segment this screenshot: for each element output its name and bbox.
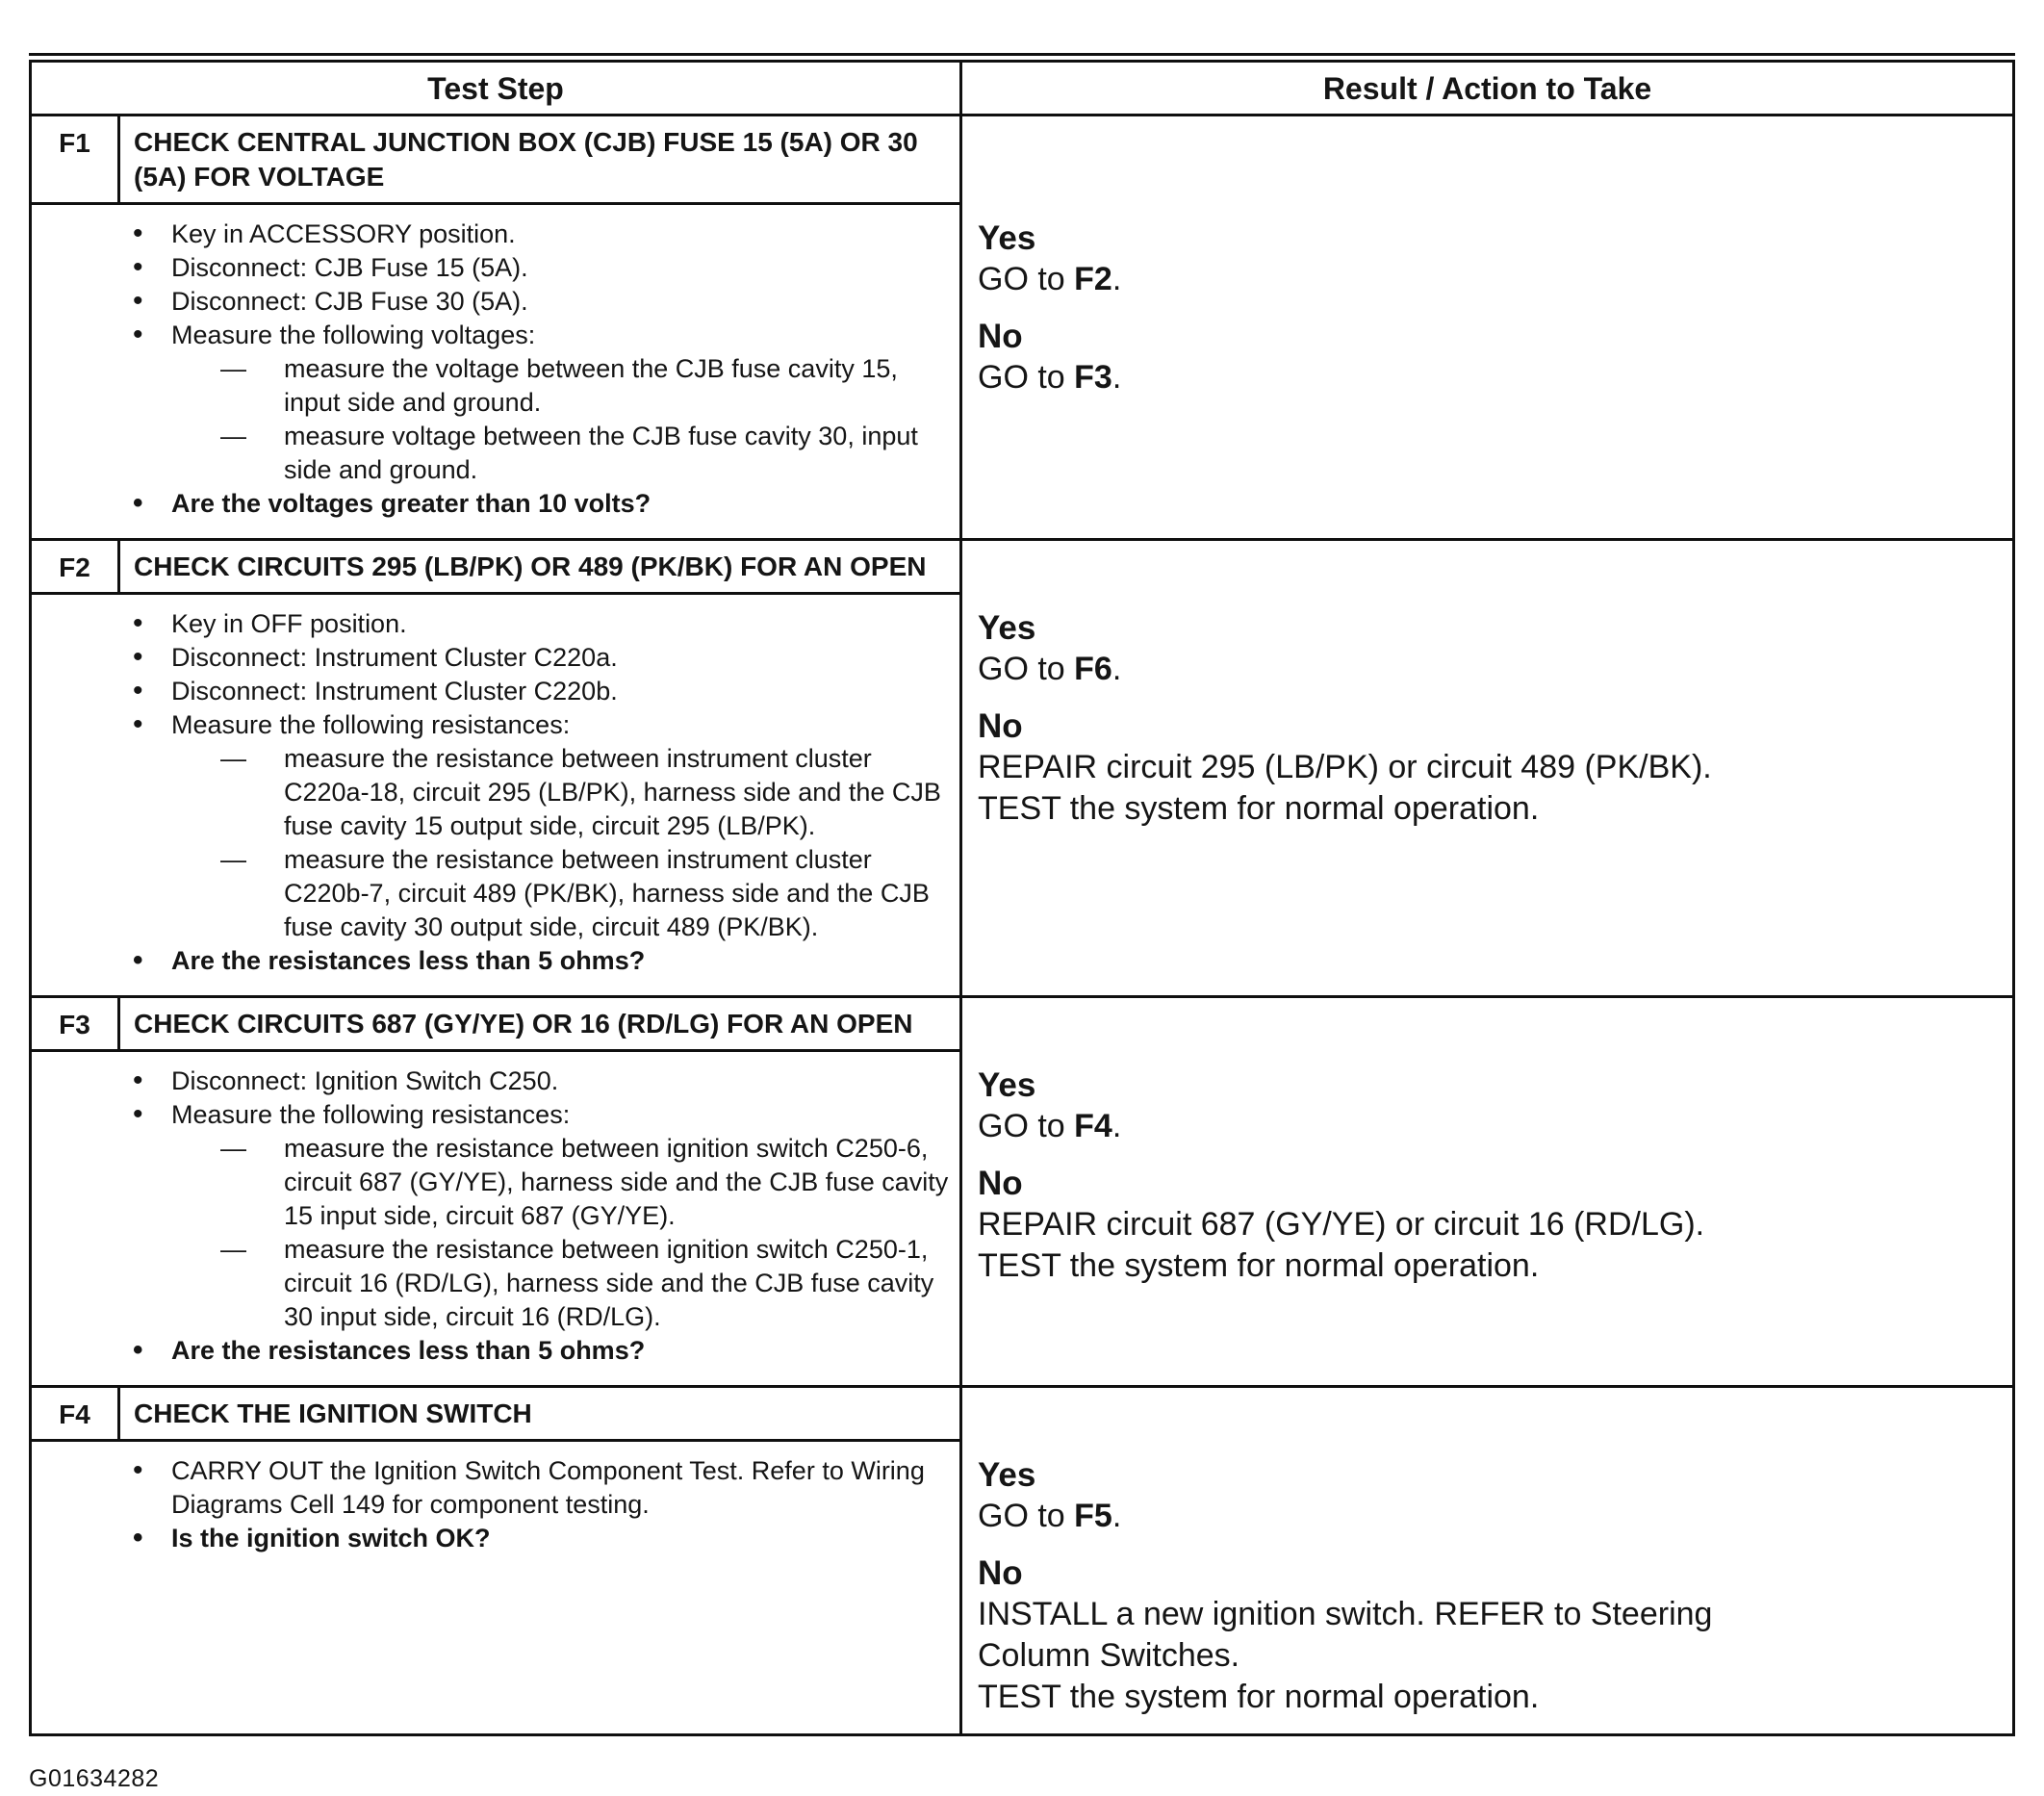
action-text: .	[1111, 261, 1122, 297]
instruction-sub-bullet: — measure the resistance between ignition switch C250-1, circuit 16 (RD/LG), harness side and the CJB fuse cavity 30 input side, circuit 16 (RD/LG).	[32, 1233, 950, 1334]
result-yes-action	[978, 1496, 1738, 1537]
step-title-row	[32, 116, 962, 205]
action-text: GO to	[978, 261, 1075, 297]
action-target-step: F4	[1074, 1108, 1112, 1144]
test-step-f2	[32, 538, 2012, 995]
step-id: F4	[32, 1388, 120, 1439]
step-question: • Are the resistances less than 5 ohms?	[32, 1334, 950, 1368]
instruction-sub-bullet: — measure the voltage between the CJB fuse cavity 15, input side and ground.	[32, 352, 950, 420]
result-yes-action	[978, 1106, 1738, 1147]
instruction-bullet: • Disconnect: Instrument Cluster C220b.	[32, 675, 950, 708]
step-question: • Is the ignition switch OK?	[32, 1522, 950, 1555]
figure-id: G01634282	[29, 1765, 160, 1792]
result-yes-label: Yes	[978, 1066, 1036, 1104]
instruction-bullet: • Key in ACCESSORY position.	[32, 218, 950, 251]
instruction-bullet: • Disconnect: CJB Fuse 15 (5A).	[32, 251, 950, 285]
test-step-f4	[32, 1385, 2012, 1733]
result-no-action	[978, 357, 1738, 398]
action-text: .	[1111, 651, 1122, 687]
result-no-action: INSTALL a new ignition switch. REFER to Steering Column Switches.	[978, 1596, 1713, 1674]
instruction-bullet: • Measure the following resistances:	[32, 708, 950, 742]
step-title-row	[32, 998, 962, 1052]
result-no-label: No	[978, 707, 1023, 745]
action-text: GO to	[978, 1498, 1075, 1534]
instruction-bullet: • CARRY OUT the Ignition Switch Component Test. Refer to Wiring Diagrams Cell 149 for component testing.	[32, 1454, 950, 1522]
instruction-bullet: • Disconnect: CJB Fuse 30 (5A).	[32, 285, 950, 319]
result-yes-action	[978, 259, 1738, 300]
result-spacer	[978, 690, 1983, 706]
result-action-column-header: Result / Action to Take	[1322, 71, 1652, 106]
test-step-f1	[32, 114, 2012, 538]
result-yes-label: Yes	[978, 1456, 1036, 1494]
test-step-column-header: Test Step	[32, 63, 962, 114]
result-no-action: REPAIR circuit 687 (GY/YE) or circuit 16 (RD/LG). TEST the system for normal operation.	[978, 1206, 1705, 1284]
result-yes-label: Yes	[978, 219, 1036, 257]
instruction-sub-bullet: — measure voltage between the CJB fuse cavity 30, input side and ground.	[32, 420, 950, 487]
result-spacer	[978, 300, 1983, 316]
instruction-bullet: • Measure the following voltages:	[32, 319, 950, 352]
step-title: CHECK CENTRAL JUNCTION BOX (CJB) FUSE 15 (5A) OR 30 (5A) FOR VOLTAGE	[134, 127, 918, 192]
result-yes-action	[978, 649, 1738, 690]
action-text: .	[1111, 359, 1122, 396]
pinpoint-test-table	[29, 60, 2015, 1736]
step-instructions	[32, 595, 962, 995]
table-header-row	[32, 63, 2012, 114]
result-no-label: No	[978, 318, 1023, 355]
instruction-bullet: • Key in OFF position.	[32, 607, 950, 641]
instruction-sub-bullet: — measure the resistance between instrument cluster C220a-18, circuit 295 (LB/PK), harness side and the CJB fuse cavity 15 output side, circuit 295 (LB/PK).	[32, 742, 950, 843]
step-id: F3	[32, 998, 120, 1049]
step-title: CHECK CIRCUITS 295 (LB/PK) OR 489 (PK/BK) FOR AN OPEN	[134, 552, 927, 581]
action-text: GO to	[978, 651, 1075, 687]
step-result-cell	[962, 1052, 2012, 1385]
step-result-cell	[962, 205, 2012, 538]
action-text: .	[1111, 1108, 1122, 1144]
step-title-row	[32, 1388, 962, 1442]
step-question: • Are the resistances less than 5 ohms?	[32, 944, 950, 978]
result-yes-label: Yes	[978, 609, 1036, 647]
result-no-label: No	[978, 1165, 1023, 1202]
result-spacer	[978, 1537, 1983, 1552]
instruction-bullet: • Disconnect: Instrument Cluster C220a.	[32, 641, 950, 675]
action-text: .	[1111, 1498, 1122, 1534]
action-text: GO to	[978, 359, 1075, 396]
step-title: CHECK CIRCUITS 687 (GY/YE) OR 16 (RD/LG) FOR AN OPEN	[134, 1009, 913, 1039]
step-result-cell	[962, 595, 2012, 995]
step-title-row	[32, 541, 962, 595]
instruction-bullet: • Measure the following resistances:	[32, 1098, 950, 1132]
instruction-sub-bullet: — measure the resistance between instrument cluster C220b-7, circuit 489 (PK/BK), harness side and the CJB fuse cavity 30 output side, circuit 489 (PK/BK).	[32, 843, 950, 944]
instruction-sub-bullet: — measure the resistance between ignition switch C250-6, circuit 687 (GY/YE), harness side and the CJB fuse cavity 15 input side, circuit 687 (GY/YE).	[32, 1132, 950, 1233]
action-target-step: F3	[1074, 359, 1112, 396]
step-instructions	[32, 205, 962, 538]
result-no-action: REPAIR circuit 295 (LB/PK) or circuit 489 (PK/BK). TEST the system for normal operation.	[978, 749, 1712, 827]
action-target-step: F2	[1074, 261, 1112, 297]
result-spacer	[978, 1147, 1983, 1163]
step-title: CHECK THE IGNITION SWITCH	[134, 1398, 532, 1428]
test-step-f3	[32, 995, 2012, 1385]
step-id: F1	[32, 116, 120, 202]
step-question: • Are the voltages greater than 10 volts?	[32, 487, 950, 521]
step-instructions	[32, 1052, 962, 1385]
action-text: GO to	[978, 1108, 1075, 1144]
step-id: F2	[32, 541, 120, 592]
step-instructions	[32, 1442, 962, 1733]
step-result-cell	[962, 1442, 2012, 1733]
instruction-bullet: • Disconnect: Ignition Switch C250.	[32, 1065, 950, 1098]
result-no-label: No	[978, 1554, 1023, 1592]
result-no-action: TEST the system for normal operation.	[978, 1679, 1540, 1715]
action-target-step: F5	[1074, 1498, 1112, 1534]
action-target-step: F6	[1074, 651, 1112, 687]
